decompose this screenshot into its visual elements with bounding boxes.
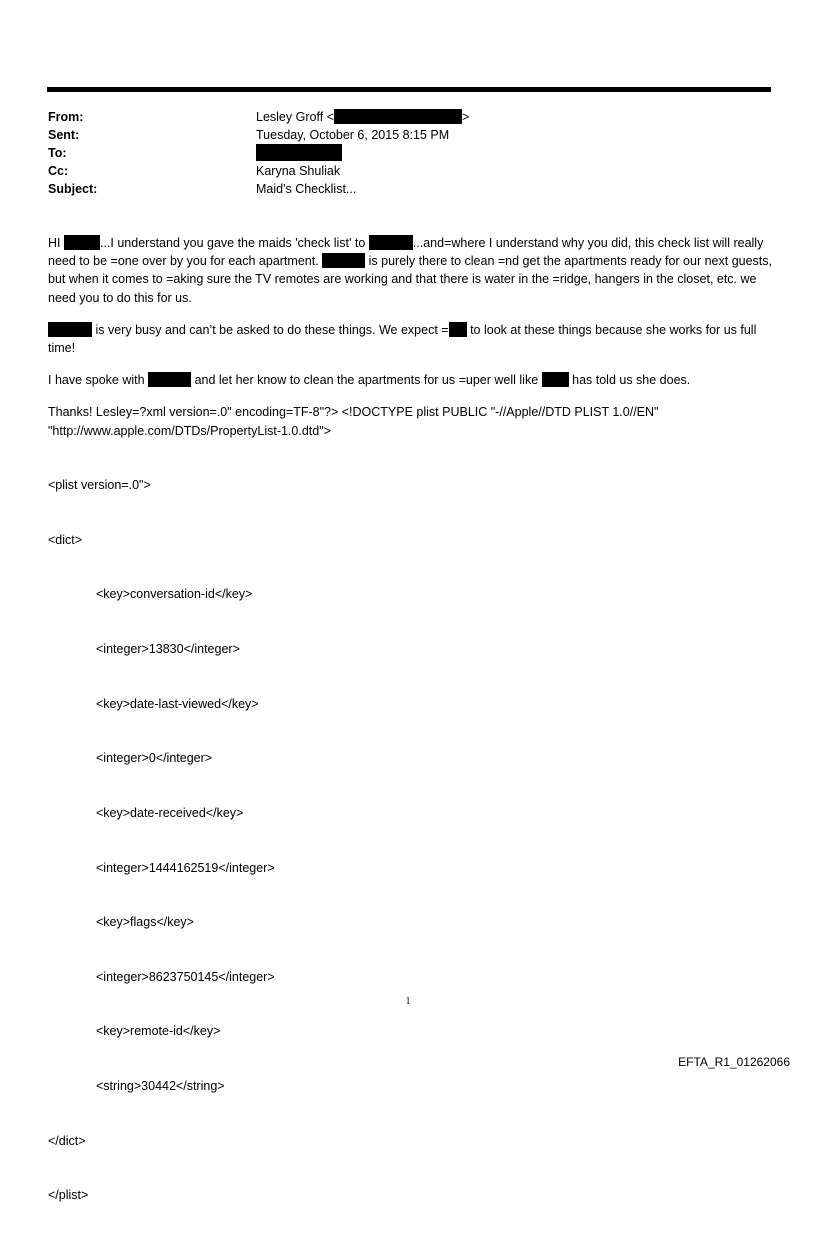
email-body [48,234,772,1241]
xml-line: <integer>8623750145</integer> [96,969,275,984]
redaction-box [48,322,92,337]
page-number: 1 [405,996,411,1007]
from-row [48,108,768,126]
body-paragraph-4: Thanks! Lesley=?xml version=.0" encoding=TF-8"?> <!DOCTYPE plist PUBLIC "-//Apple//DTD PLIST 1.0//EN" "http://www.apple.com/DTDs/PropertyList-1.0.dtd"> [48,405,659,438]
redaction-box [148,372,191,387]
redaction-box [256,144,342,161]
email-header [48,108,768,198]
subject-label: Subject: [48,182,98,196]
xml-line: <key>flags</key> [96,915,194,930]
xml-line: </dict> [48,1133,86,1148]
redaction-box [449,322,467,337]
xml-line: </plist> [48,1188,89,1203]
to-value [256,144,342,163]
subject-value: Maid's Checklist... [256,182,357,196]
from-label: From: [48,110,84,124]
xml-line: <key>conversation-id</key> [96,587,253,602]
subject-row [48,180,768,198]
sent-row [48,126,768,144]
sent-value: Tuesday, October 6, 2015 8:15 PM [256,128,450,142]
cc-value: Karyna Shuliak [256,164,341,178]
xml-line: <integer>0</integer> [96,751,213,766]
document-id: EFTA_R1_01262066 [678,1055,790,1069]
redaction-box [542,372,569,387]
sent-label: Sent: [48,128,80,142]
from-value: Lesley Groff < > [256,110,470,124]
xml-line: <dict> [48,532,83,547]
to-label: To: [48,146,67,160]
to-row [48,144,768,162]
xml-line: <integer>13830</integer> [96,642,240,657]
body-paragraph-2: is very busy and can’t be asked to do these things. We expect = to look at these things because she works for us full time! [48,322,757,356]
xml-line: <plist version=.0"> [48,478,151,493]
redaction-box [64,235,100,250]
xml-line: <string>30442</string> [96,1078,225,1093]
body-paragraph-1: HI ...I understand you gave the maids 'check list' to ...and=where I understand why you did, this check list will really need to be =one over by you for each apartment. is purely there to clean =nd get the apartments ready for our next guests, but when it comes to =aking sure the TV remotes are working and that there is water in the =ridge, hangers in the closet, etc. we need you to do this for us. [48,236,772,305]
redaction-box [322,253,365,268]
body-paragraph-3: I have spoke with and let her know to clean the apartments for us =uper well like has told us she does. [48,373,691,388]
header-rule [47,87,771,92]
xml-line: <integer>1444162519</integer> [96,860,275,875]
redaction-box [369,235,413,250]
plist-xml [48,440,772,1241]
xml-line: <key>remote-id</key> [96,1024,221,1039]
redaction-box [334,109,462,124]
cc-label: Cc: [48,164,69,178]
xml-line: <key>date-last-viewed</key> [96,696,259,711]
xml-line: <key>date-received</key> [96,805,244,820]
cc-row [48,162,768,180]
